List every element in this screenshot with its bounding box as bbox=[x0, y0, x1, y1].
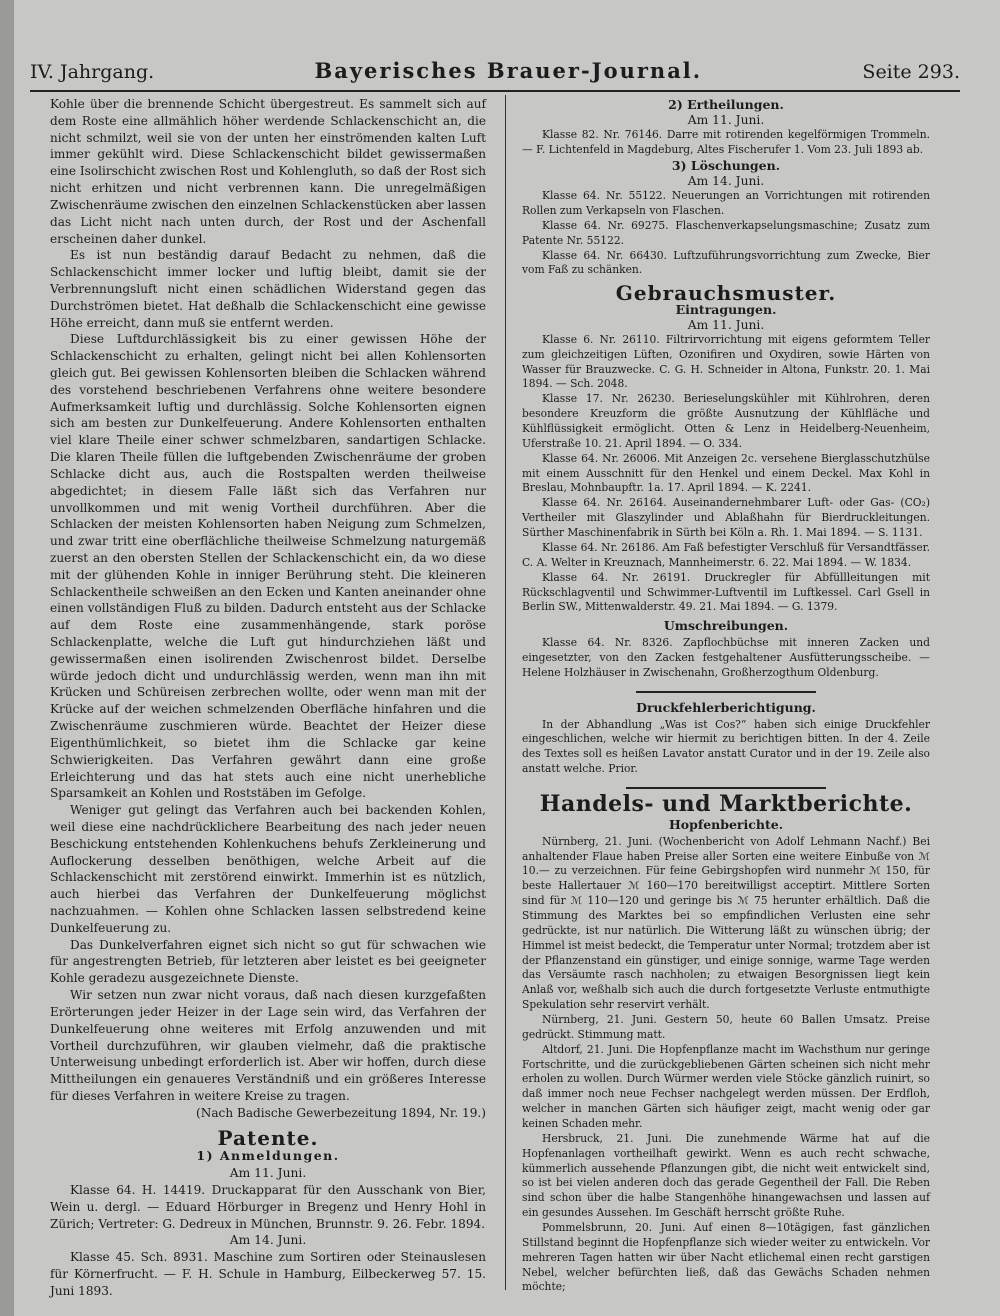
date-line: Am 11. Juni. bbox=[229, 1166, 307, 1181]
umschreibungen-heading: Umschreibungen. bbox=[663, 618, 789, 634]
page-number: Seite 293. bbox=[862, 61, 960, 83]
anmeldungen-heading: 1) Anmeldungen. bbox=[196, 1148, 340, 1164]
handels-heading: Handels- und Marktberichte. bbox=[539, 790, 913, 817]
patent-entry: Klasse 64. Nr. 55122. Neuerungen an Vorrichtungen mit rotirenden Rollen zum Verkapseln von Flaschen. bbox=[522, 189, 930, 218]
volume-label: IV. Jahrgang. bbox=[30, 61, 155, 83]
hopfenberichte-heading: Hopfenberichte. bbox=[668, 816, 784, 832]
date-line: Am 14. Juni. bbox=[687, 174, 765, 189]
paragraph: Kohle über die brennende Schicht übergestreut. Es sammelt sich auf dem Roste eine allmählich höher werdende Schlackenschicht an, die nicht schmilzt, weil sie von der unten her einströmenden kalten Luft immer gekühlt wird. Diese Schlackenschicht bildet gewissermaßen eine Isolirschicht zwischen Rost und Kohlengluth, so daß der Rost sich nicht erhitzen und nicht verbrennen kann. Die unregelmäßigen Zwischenräume zwischen den einzelnen Schlackenstücken aber lassen das Licht nicht nach unten durch, der Rost und der Aschenfall erscheinen daher dunkel. bbox=[50, 97, 486, 246]
market-report: Pommelsbrunn, 20. Juni. Auf einen 8—10tägigen, fast gänzlichen Stillstand beginnt die Hopfenpflanze sich wieder weiter zu entwickeln. Vor mehreren Tagen hatten wir über Nacht etlichemal einen recht garstigen Nebel, welcher befürchten ließ, daß das Gewächs Schaden nehmen möchte; bbox=[522, 1221, 930, 1294]
section-rule bbox=[626, 787, 826, 789]
druckfehler-heading: Druckfehlerberichtigung. bbox=[636, 699, 816, 715]
date-line: Am 11. Juni. bbox=[687, 112, 765, 127]
gm-entry: Klasse 64. Nr. 26006. Mit Anzeigen 2c. versehene Bierglasschutzhülse mit einem Ausschnitt für den Henkel und einem Deckel. Max Kohl in Breslau, Mohnbaupftr. 1a. 17. April 1894. — K. 2241. bbox=[522, 451, 930, 495]
ertheilungen-heading: 2) Ertheilungen. bbox=[668, 97, 784, 112]
loeschungen-heading: 3) Löschungen. bbox=[671, 158, 781, 174]
source-note: (Nach Badische Gewerbezeitung 1894, Nr. 19.) bbox=[196, 1105, 486, 1120]
right-column bbox=[522, 96, 930, 1295]
market-report: Nürnberg, 21. Juni. Gestern 50, heute 60 Ballen Umsatz. Preise gedrückt. Stimmung matt. bbox=[522, 1012, 930, 1041]
section-rule bbox=[636, 691, 816, 693]
gm-entry: Klasse 64. Nr. 26164. Auseinandernehmbarer Luft- oder Gas- (CO₂) Vertheiler mit Glaszylinder und Ablaßhahn für Bierdruckleitungen. Sürther Maschinenfabrik in Sürth bei Köln a. Rh. 1. Mai 1894. — S. 1131. bbox=[522, 496, 930, 540]
page-header bbox=[30, 58, 960, 88]
header-rule bbox=[30, 90, 960, 92]
eintragungen-heading: Eintragungen. bbox=[675, 302, 777, 318]
market-report: Nürnberg, 21. Juni. (Wochenbericht von Adolf Lehmann Nachf.) Bei anhaltender Flaue haben Preise aller Sorten eine weitere Einbuße von ℳ 10.— zu verzeichnen. Für feine Gebirgshopfen wird nunmehr ℳ 150, für beste Hallertauer ℳ 160—170 bereitwilligst acceptirt. Mittlere Sorten sind für ℳ 110—120 und geringe bis ℳ 75 herunter erhältlich. Daß die Stimmung des Marktes bei so empfindlichen Verlusten eine sehr gedrückte, ist nur natürlich. Die Witterung läßt zu wünschen übrig; der Himmel ist meist bedeckt, die Temperatur unter Normal; trotzdem aber ist der Pflanzenstand ein günstiger, und einige sonnige, warme Tage werden das Versäumte rasch nachholen; zu etwaigen Besorgnissen liegt kein Anlaß vor, weßhalb sich auch die durch fortgesetzte Verluste entmuthigte Spekulation sehr reservirt verhält. bbox=[522, 834, 930, 1012]
paragraph: Das Dunkelverfahren eignet sich nicht so gut für schwachen wie für angestrengten Betrieb, für letzteren aber leistet es bei geeigneter Kohle geradezu ausgezeichnete Dienste. bbox=[50, 937, 486, 986]
patent-entry: Klasse 64. Nr. 69275. Flaschenverkapselungsmaschine; Zusatz zum Patente Nr. 55122. bbox=[522, 218, 930, 247]
gm-entry: Klasse 64. Nr. 26191. Druckregler für Abfüllleitungen mit Rückschlagventil und Schwimmer-Luftventil im Luftkessel. Carl Gsell in Berlin SW., Mittenwalderstr. 49. 21. Mai 1894. — G. 1379. bbox=[522, 570, 930, 614]
date-line: Am 11. Juni. bbox=[687, 318, 765, 333]
gebrauchsmuster-heading: Gebrauchsmuster. bbox=[615, 281, 837, 306]
gm-entry: Klasse 6. Nr. 26110. Filtrirvorrichtung mit eigens geformtem Teller zum gleichzeitigen Lüften, Ozonifiren und Oxydiren, sowie Härten von Wasser für Brauzwecke. C. G. H. Schneider in Altona, Funkstr. 20. 1. Mai 1894. — Sch. 2048. bbox=[522, 332, 930, 391]
patent-entry: Klasse 64. Nr. 66430. Luftzuführungsvorrichtung zum Zwecke, Bier vom Faß zu schänken. bbox=[522, 248, 930, 277]
gm-entry: Klasse 64. Nr. 26186. Am Faß befestigter Verschluß für Versandtfässer. C. A. Welter in Kreuznach, Mannheimerstr. 6. 22. Mai 1894. — W. 1834. bbox=[522, 540, 930, 569]
scan-edge bbox=[0, 0, 14, 1316]
paragraph: Weniger gut gelingt das Verfahren auch bei backenden Kohlen, weil diese eine nachdrücklichere Bearbeitung des nach jeder neuen Beschickung entstehenden Kohlenkuchens behufs Zerkleinerung und Auflockerung desselben benöthigen, welche Arbeit auf die Schlackenschicht mit zerstörend einwirkt. Immerhin ist es nützlich, auch hierbei das Verfahren der Dunkelfeuerung möglichst nachzuahmen. — Kohlen ohne Schlacken lassen selbstredend keine Dunkelfeuerung zu. bbox=[50, 803, 486, 935]
patent-entry: Klasse 64. H. 14419. Druckapparat für den Ausschank von Bier, Wein u. dergl. — Eduard Hörburger in Bregenz und Henry Hohl in Zürich; Vertreter: G. Dedreux in München, Brunnstr. 9. 26. Febr. 1894. bbox=[50, 1183, 486, 1231]
druckfehler-text: In der Abhandlung „Was ist Cos?“ haben sich einige Druckfehler eingeschlichen, welche wir hiermit zu berichtigen bitten. In der 4. Zeile des Textes soll es heißen Lavator anstatt Curator und in der 19. Zeile also anstatt welche. Prior. bbox=[522, 717, 930, 776]
gm-entry: Klasse 17. Nr. 26230. Berieselungskühler mit Kühlrohren, deren besondere Kreuzform die größte Ausnutzung der Kühlfläche und Kühlflüssigkeit ermöglicht. Otten & Lenz in Heidelberg-Neuenheim, Uferstraße 10. 21. April 1894. — O. 334. bbox=[522, 392, 930, 450]
paragraph: Es ist nun beständig darauf Bedacht zu nehmen, daß die Schlackenschicht immer locker und luftig bleibt, damit sie der Verbrennungsluft nicht einen schädlichen Widerstand gegen das Durchströmen bietet. Hat deßhalb die Schlackenschicht eine gewisse Höhe erreicht, dann muß sie entfernt werden. bbox=[50, 248, 486, 330]
patente-heading: Patente. bbox=[217, 1125, 319, 1150]
left-column bbox=[50, 96, 486, 1300]
market-report: Hersbruck, 21. Juni. Die zunehmende Wärme hat auf die Hopfenanlagen vortheilhaft gewirkt. Wenn es auch recht schwache, kümmerlich aussehende Pflanzungen gibt, die nicht weit entwickelt sind, so ist bei vielen anderen doch das gerade Gegentheil der Fall. Die Reben sind schon über die halbe Stangenhöhe hinangewachsen und lassen auf ein gesundes Aussehen. Im Geschäft herrscht größte Ruhe. bbox=[522, 1131, 930, 1220]
market-report: Altdorf, 21. Juni. Die Hopfenpflanze macht im Wachsthum nur geringe Fortschritte, und die zurückgebliebenen Gärten scheinen sich nicht mehr erholen zu wollen. Durch Würmer werden viele Stöcke gänzlich ruinirt, so daß immer noch neue Fechser nachgelegt werden müssen. Der Erdfloh, welcher in manchen Gärten sich häufiger zeigt, macht wenig oder gar keinen Schaden mehr. bbox=[522, 1042, 930, 1130]
date-line: Am 14. Juni. bbox=[229, 1233, 307, 1248]
patent-entry: Klasse 82. Nr. 76146. Darre mit rotirenden kegelförmigen Trommeln. — F. Lichtenfeld in Magdeburg, Altes Fischerufer 1. Vom 23. Juli 1893 ab. bbox=[522, 127, 930, 156]
column-divider bbox=[505, 95, 506, 1290]
paragraph: Diese Luftdurchlässigkeit bis zu einer gewissen Höhe der Schlackenschicht zu erhalten, gelingt nicht bei allen Kohlensorten gleich gut. Bei gewissen Kohlensorten bleiben die Schlacken während des vorstehend beschriebenen Verfahrens ohne weitere besondere Aufmerksamkeit luftig und durchlässig. Solche Kohlensorten eignen sich am besten zur Dunkelfeuerung. Andere Kohlensorten enthalten viel klare Theile einer schwer schmelzbaren, sandartigen Schlacke. Die klaren Theile füllen die luftgebenden Zwischenräume der groben Schlacke dicht aus, auch die Rostspalten werden theilweise abgedichtet; in diesem Falle läßt sich das Verfahren nur unvollkommen und mit wenig Vortheil durchführen. Aber die Schlacken der meisten Kohlensorten haben Neigung zum Schmelzen, und zwar tritt eine oberflächliche theilweise Schmelzung naturgemäß zuerst an den obersten Stellen der Schlackenschicht ein, da wo diese mit der glühenden Kohle in inniger Berührung steht. Die kleineren Schlackentheile schweißen an den Ecken und Kanten aneinander ohne einen vollständigen Fluß zu bilden. Dadurch entsteht aus der Schlacke auf dem Roste eine zusammenhängende, stark poröse Schlackenplatte, welche die Luft gut hindurchziehen läßt und gewissermaßen einen isolirenden Zwischenrost bildet. Derselbe würde jedoch dicht und undurchlässig werden, wenn man ihn mit Krücken und Schüreisen zerbrechen wollte, oder wenn man mit der Krücke auf der weichen schmelzenden Oberfläche hinfahren und die Zwischenräume zuschmieren würde. Beachtet der Heizer diese Eigenthümlichkeit, so bietet ihm die Schlacke gar keine Schwierigkeiten. Das Verfahren gewährt dann eine große Erleichterung und das hat stets auch eine nicht unerhebliche Sparsamkeit an Kohlen und Roststäben im Gefolge. bbox=[50, 332, 486, 801]
gm-entry: Klasse 64. Nr. 8326. Zapflochbüchse mit inneren Zacken und eingesetzter, von den Zacken festgehaltener Ausfütterungsscheibe. — Helene Holzhäuser in Zwischenahn, Großherzogthum Oldenburg. bbox=[522, 636, 930, 679]
patent-entry: Klasse 45. Sch. 8931. Maschine zum Sortiren oder Steinauslesen für Körnerfrucht. — F. H. Schule in Hamburg, Eilbeckerweg 57. 15. Juni 1893. bbox=[50, 1250, 486, 1298]
paragraph: Wir setzen nun zwar nicht voraus, daß nach diesen kurzgefaßten Erörterungen jeder Heizer in der Lage sein wird, das Verfahren der Dunkelfeuerung ohne weiteres mit Erfolg anzuwenden und mit Vortheil durchzuführen, wir glauben vielmehr, daß die praktische Unterweisung unbedingt erforderlich ist. Aber wir hoffen, durch diese Mittheilungen ein genaueres Verständniß und ein größeres Interesse für dieses Verfahren in weitere Kreise zu tragen. bbox=[50, 988, 486, 1103]
journal-title: Bayerisches Brauer-Journal. bbox=[314, 58, 703, 83]
